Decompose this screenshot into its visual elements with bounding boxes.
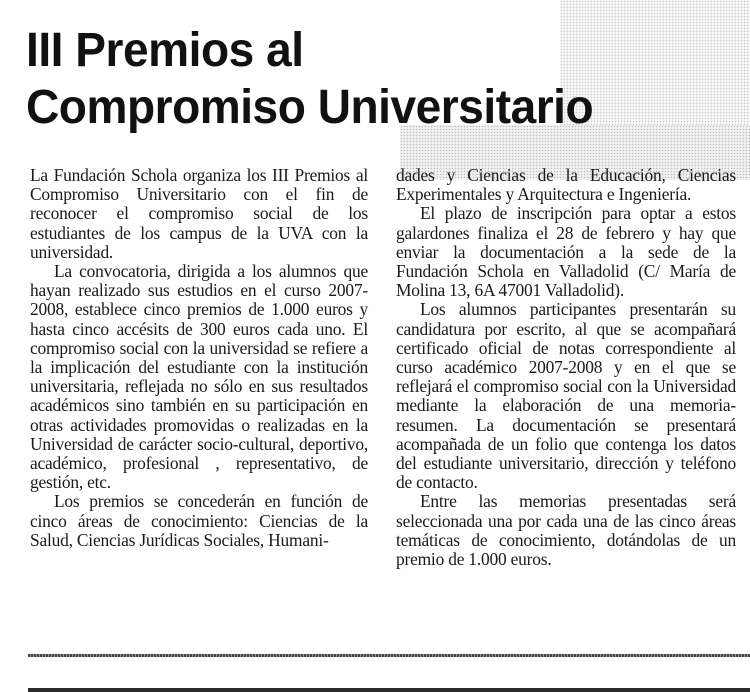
- paragraph: La convocatoria, dirigida a los alumnos que hayan realizado sus estudios en el curso 2007-2008, establece cinco premios de 1.000 euros y hasta cinco accésits de 300 euros cada uno. El compromiso social con la universidad se refiere a la implicación del estudiante con la institución universitaria, reflejada no sólo en sus resultados académicos sino también en su participación en otras actividades promovidas o realizadas en la Universidad de carácter socio-cultural, deportivo, académico, profesional , representativo, de gestión, etc.: [30, 261, 368, 493]
- paragraph: Los alumnos participantes presentarán su candidatura por escrito, al que se acompañará certificado oficial de notas correspondiente al curso académico 2007-2008 y en el que se reflejará el compromiso social con la Universidad mediante la elaboración de una memoria-resumen. La documentación se presentará acompañada de un folio que contenga los datos del estudiante universitario, dirección y teléfono de contacto.: [396, 299, 736, 493]
- divider-rule: [28, 654, 750, 657]
- paragraph-continuation: dades y Ciencias de la Educación, Ciencias Experimentales y Arquitectura e Ingeniería.: [396, 165, 736, 205]
- paragraph: Los premios se concederán en función de cinco áreas de conocimiento: Ciencias de la Salud, Ciencias Jurídicas Sociales, Humani-: [30, 491, 368, 550]
- paragraph: El plazo de inscripción para optar a estos galardones finaliza el 28 de febrero y hay que enviar la documentación a la sede de la Fundación Schola en Valladolid (C/ María de Molina 13, 6A 47001 Valladolid).: [396, 203, 736, 301]
- paragraph: Entre las memorias presentadas será seleccionada una por cada una de las cinco áreas temáticas de conocimiento, dotándolas de un premio de 1.000 euros.: [396, 491, 736, 570]
- headline-line-2: Compromiso Universitario: [26, 81, 594, 134]
- headline: [26, 22, 593, 136]
- left-column: [30, 166, 368, 550]
- bottom-rule: [28, 688, 750, 692]
- headline-line-1: III Premios al: [26, 24, 304, 77]
- right-column: [396, 166, 736, 569]
- paragraph: La Fundación Schola organiza los III Premios al Compromiso Universitario con el fin de reconocer el compromiso social de los estudiantes de los campus de la UVA con la universidad.: [30, 165, 368, 262]
